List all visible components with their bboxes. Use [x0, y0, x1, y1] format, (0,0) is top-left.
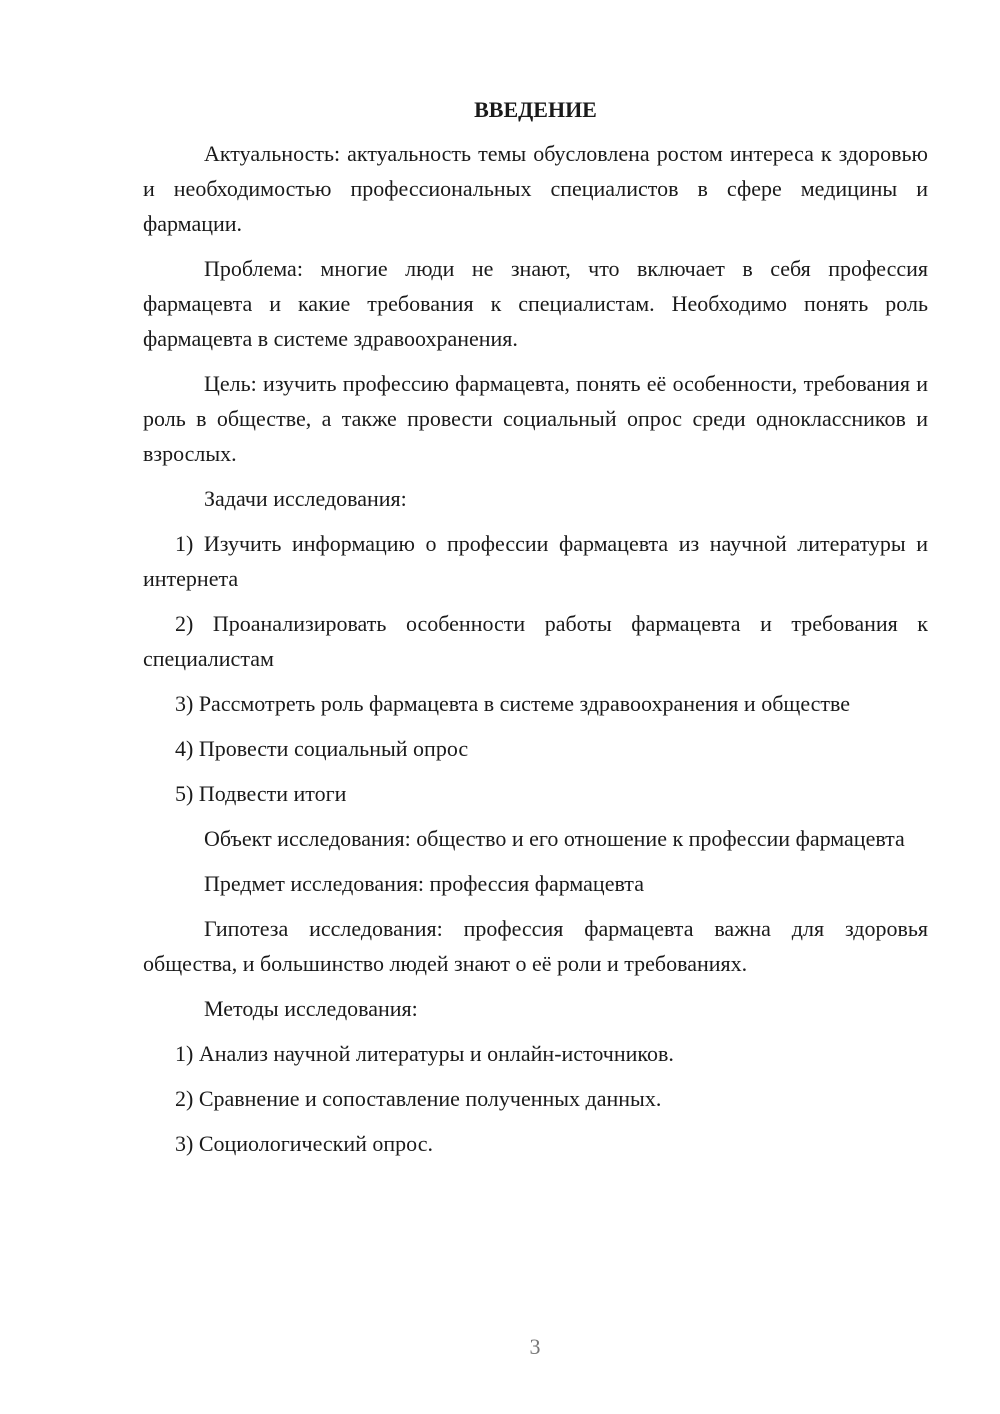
subject-paragraph: Предмет исследования: профессия фармацевта	[204, 871, 644, 896]
task-item: 4) Провести социальный опрос	[175, 736, 469, 761]
hypothesis-paragraph: Гипотеза исследования: профессия фармацевта важна для здоровья общества, и большинство людей знают о её роли и требованиях.	[143, 916, 928, 976]
method-item: 3) Социологический опрос.	[175, 1131, 433, 1156]
goal-paragraph: Цель: изучить профессию фармацевта, понять её особенности, требования и роль в обществе, а также провести социальный опрос среди одноклассников и взрослых.	[143, 371, 928, 466]
methods-heading: Методы исследования:	[204, 996, 418, 1021]
task-item: 1) Изучить информацию о профессии фармацевта из научной литературы и интернета	[143, 531, 928, 591]
page-content	[143, 92, 928, 1171]
task-item: 3) Рассмотреть роль фармацевта в системе здравоохранения и обществе	[175, 691, 851, 716]
problem-paragraph: Проблема: многие люди не знают, что включает в себя профессия фармацевта и какие требования к специалистам. Необходимо понять роль фармацевта в системе здравоохранения.	[143, 256, 928, 351]
task-item: 5) Подвести итоги	[175, 781, 347, 806]
section-title: ВВЕДЕНИЕ	[474, 97, 597, 122]
method-item: 2) Сравнение и сопоставление полученных данных.	[175, 1086, 662, 1111]
relevance-paragraph: Актуальность: актуальность темы обусловлена ростом интереса к здоровью и необходимостью профессиональных специалистов в сфере медицины и фармации.	[143, 141, 928, 236]
page-number: 3	[529, 1334, 541, 1359]
method-item: 1) Анализ научной литературы и онлайн-источников.	[175, 1041, 674, 1066]
task-item: 2) Проанализировать особенности работы фармацевта и требования к специалистам	[143, 611, 928, 671]
object-paragraph: Объект исследования: общество и его отношение к профессии фармацевта	[204, 826, 905, 851]
tasks-heading: Задачи исследования:	[204, 486, 407, 511]
